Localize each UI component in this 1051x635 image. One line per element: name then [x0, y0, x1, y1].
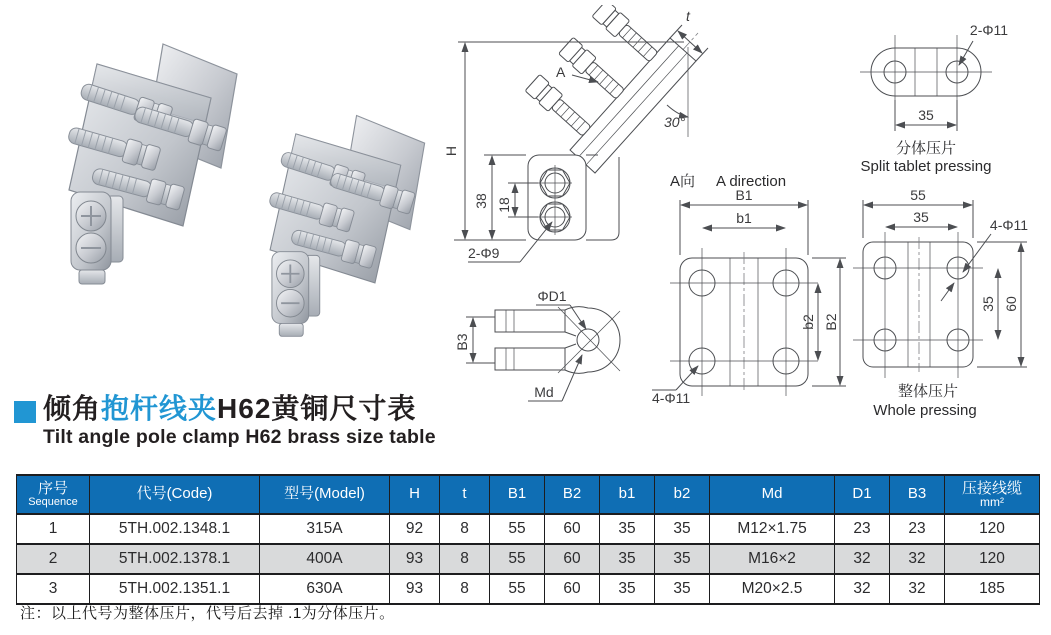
col-sequence: 序号 Sequence [17, 475, 90, 514]
label-phid1: ΦD1 [537, 288, 567, 304]
col-b1: b1 [600, 475, 655, 514]
holes-4phi11-whole-label: 4-Φ11 [989, 217, 1029, 233]
dim-B2-label: B2 [823, 313, 839, 331]
title-block [14, 394, 436, 449]
col-h: H [390, 475, 440, 514]
title-cn-highlight: 抱杆线夹 [101, 393, 218, 424]
holes-4phi11-label: 4-Φ11 [652, 390, 691, 406]
holes-2phi9-label: 2-Φ9 [468, 245, 500, 261]
size-table [16, 474, 1040, 605]
dim-18-label: 18 [496, 197, 512, 213]
table-header [17, 475, 1040, 514]
dim-t-label: t [686, 8, 690, 24]
col-b3: B3 [890, 475, 945, 514]
col-b2-cap: B2 [545, 475, 600, 514]
page-title-en: Tilt angle pole clamp H62 brass size table [43, 425, 436, 448]
angle-30-label: 30° [664, 114, 686, 130]
whole-caption-cn: 整体压片 [897, 383, 959, 400]
clamp-photo-right [267, 116, 424, 337]
col-b2: b2 [655, 475, 710, 514]
whole-plate-drawing [845, 182, 1051, 434]
dim-35-right-label: 35 [980, 296, 996, 312]
split-caption-cn: 分体压片 [895, 140, 957, 157]
col-d1: D1 [835, 475, 890, 514]
title-bullet-square [14, 401, 36, 423]
a-direction-title-cn: A向 [670, 173, 696, 190]
dim-b3-label: B3 [454, 333, 470, 351]
holes-2phi11-label: 2-Φ11 [969, 22, 1009, 38]
a-direction-title-en: A direction [716, 173, 787, 190]
table-row: 3 5TH.002.1351.1 630A 93 8 55 60 35 35 M20×2.5 32 32 185 [17, 574, 1040, 604]
dim-35-label: 35 [918, 107, 934, 123]
table-row: 1 5TH.002.1348.1 315A 92 8 55 60 35 35 M12×1.75 23 23 120 [17, 514, 1040, 544]
dim-55-label: 55 [910, 187, 926, 203]
product-photos [0, 10, 450, 390]
dim-h-label: H [443, 145, 459, 157]
page-title-cn [43, 394, 436, 425]
whole-caption-en: Whole pressing [873, 402, 977, 419]
label-md: Md [534, 384, 554, 400]
lower-block [528, 155, 586, 240]
clamp-photo-left [66, 44, 237, 284]
dim-B1-label: B1 [735, 187, 753, 203]
dim-b1-label: b1 [736, 210, 752, 226]
clevis-drawing [454, 288, 620, 401]
split-caption-en: Split tablet pressing [860, 158, 992, 175]
a-direction-drawing [650, 160, 862, 406]
col-cable: 压接线缆 mm² [945, 475, 1040, 514]
dim-35-top-label: 35 [913, 209, 929, 225]
dim-38-label: 38 [473, 193, 489, 209]
footnote: 注：以上代号为整体压片，代号后去掉 .1为分体压片。 [20, 605, 395, 622]
col-code: 代号(Code) [90, 475, 260, 514]
col-b1-cap: B1 [490, 475, 545, 514]
table-row: 2 5TH.002.1378.1 400A 93 8 55 60 35 35 M16×2 32 32 120 [17, 544, 1040, 574]
col-model: 型号(Model) [260, 475, 390, 514]
split-plate-drawing [855, 5, 1051, 181]
dim-60-label: 60 [1003, 296, 1019, 312]
title-cn-suffix: H62黄铜尺寸表 [217, 393, 417, 424]
dim-b2-label: b2 [800, 314, 816, 330]
title-cn-prefix: 倾角 [43, 393, 102, 424]
col-t: t [440, 475, 490, 514]
view-a-label: A [556, 64, 566, 80]
col-md: Md [710, 475, 835, 514]
